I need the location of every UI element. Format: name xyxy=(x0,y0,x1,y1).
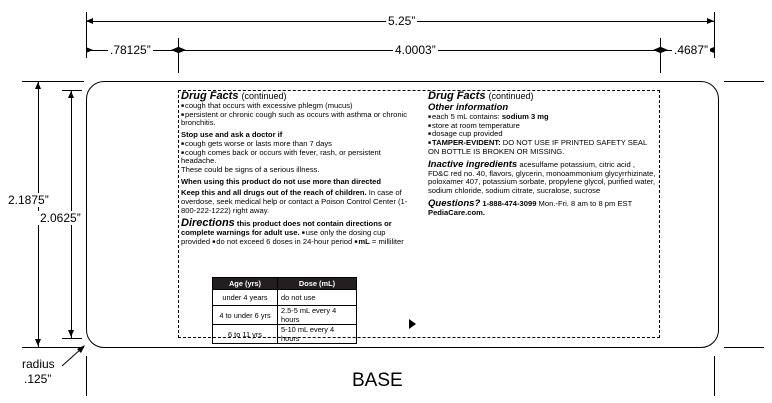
continue-arrow-icon xyxy=(409,319,416,329)
stop-use-heading: Stop use and ask a doctor if xyxy=(181,130,283,140)
inner-height-label: 2.0625” xyxy=(40,211,81,225)
age-header: Age (yrs) xyxy=(213,278,278,290)
outer-height-label: 2.1875” xyxy=(8,193,49,207)
radius-value: .125” xyxy=(24,372,52,386)
bullet-storage: ■ store at room temperature xyxy=(428,122,656,131)
right-extension-bottom xyxy=(724,347,764,348)
total-width-label: 5.25” xyxy=(388,14,416,28)
dose-header: Dose (mL) xyxy=(278,278,357,290)
bullet-dosage-cup: ■ dosage cup provided xyxy=(428,130,656,139)
bullet-tamper-evident: ■ TAMPER-EVIDENT: DO NOT USE IF PRINTED SAFETY SEAL ON BOTTLE IS BROKEN OR MISSING. xyxy=(428,139,656,156)
dose-cell: do not use xyxy=(278,290,357,306)
right-extension-top xyxy=(724,81,764,82)
bullet-cough-worse: ■ cough gets worse or lasts more than 7 days xyxy=(181,140,413,149)
dose-table-header xyxy=(213,278,357,290)
right-title: Drug Facts (continued) xyxy=(428,90,534,102)
base-right-line xyxy=(714,356,715,396)
drug-facts-right-column xyxy=(428,91,656,217)
dose-table xyxy=(212,277,357,344)
radius-label: radius xyxy=(22,357,55,371)
inactive-ingredients: Inactive ingredients acesulfame potassium, citric acid , FD&C red no. 40, flavors, glycerin, monoammonium glycyrrhizinate, poloxamer 407, potassium sorbate, propylene glycol, purified water, sodium chloride, sodium citrate, sucralose, sucrose xyxy=(428,158,656,195)
left-margin-label: .78125” xyxy=(110,43,151,57)
directions-paragraph: Directions this product does not contain directions or complete warnings for adult use. ■ use only the dosing cup provided ■ do not exceed 6 doses in 24-hour period ■ mL = milliliter xyxy=(181,218,413,246)
dose-cell: 5-10 mL every 4 hours xyxy=(278,325,357,344)
table-row xyxy=(213,306,357,325)
table-row xyxy=(213,290,357,306)
inner-width-label: 4.0003” xyxy=(395,43,436,57)
serious-illness-note: These could be signs of a serious illness. xyxy=(181,164,320,174)
not-use-more-heading: When using this product do not use more than directed xyxy=(181,176,381,186)
right-margin-label: .4687” xyxy=(674,43,709,57)
dose-cell: 2.5-5 mL every 4 hours xyxy=(278,306,357,325)
website: PediaCare.com. xyxy=(428,207,485,217)
left-title: Drug Facts (continued) xyxy=(181,90,287,102)
bullet-cough-returns: ■ cough comes back or occurs with fever, rash, or persistent headache. xyxy=(181,149,413,166)
base-label: BASE xyxy=(352,370,403,391)
age-cell: under 4 years xyxy=(213,290,278,306)
questions-line: Questions? 1-888-474-3099 Mon.-Fri. 8 am to 8 pm EST xyxy=(428,197,633,209)
age-cell: 6 to 11 yrs xyxy=(213,325,278,344)
bullet-sodium: ■ each 5 mL contains: sodium 3 mg xyxy=(428,113,656,122)
bullet-phlegm: ■ cough that occurs with excessive phlegm (mucus) xyxy=(181,102,413,111)
drug-facts-left-column xyxy=(181,91,413,247)
base-left-line xyxy=(86,356,87,396)
age-cell: 4 to under 6 yrs xyxy=(213,306,278,325)
bullet-persistent-cough: ■ persistent or chronic cough such as occurs with asthma or chronic bronchitis. xyxy=(181,111,413,128)
table-row xyxy=(213,325,357,344)
keep-out-of-reach: Keep this and all drugs out of the reach of children. In case of overdose, seek medical help or contact a Poison Control Center (1-800-222-1222) right away. xyxy=(181,188,408,215)
other-information-heading: Other information xyxy=(428,102,509,113)
